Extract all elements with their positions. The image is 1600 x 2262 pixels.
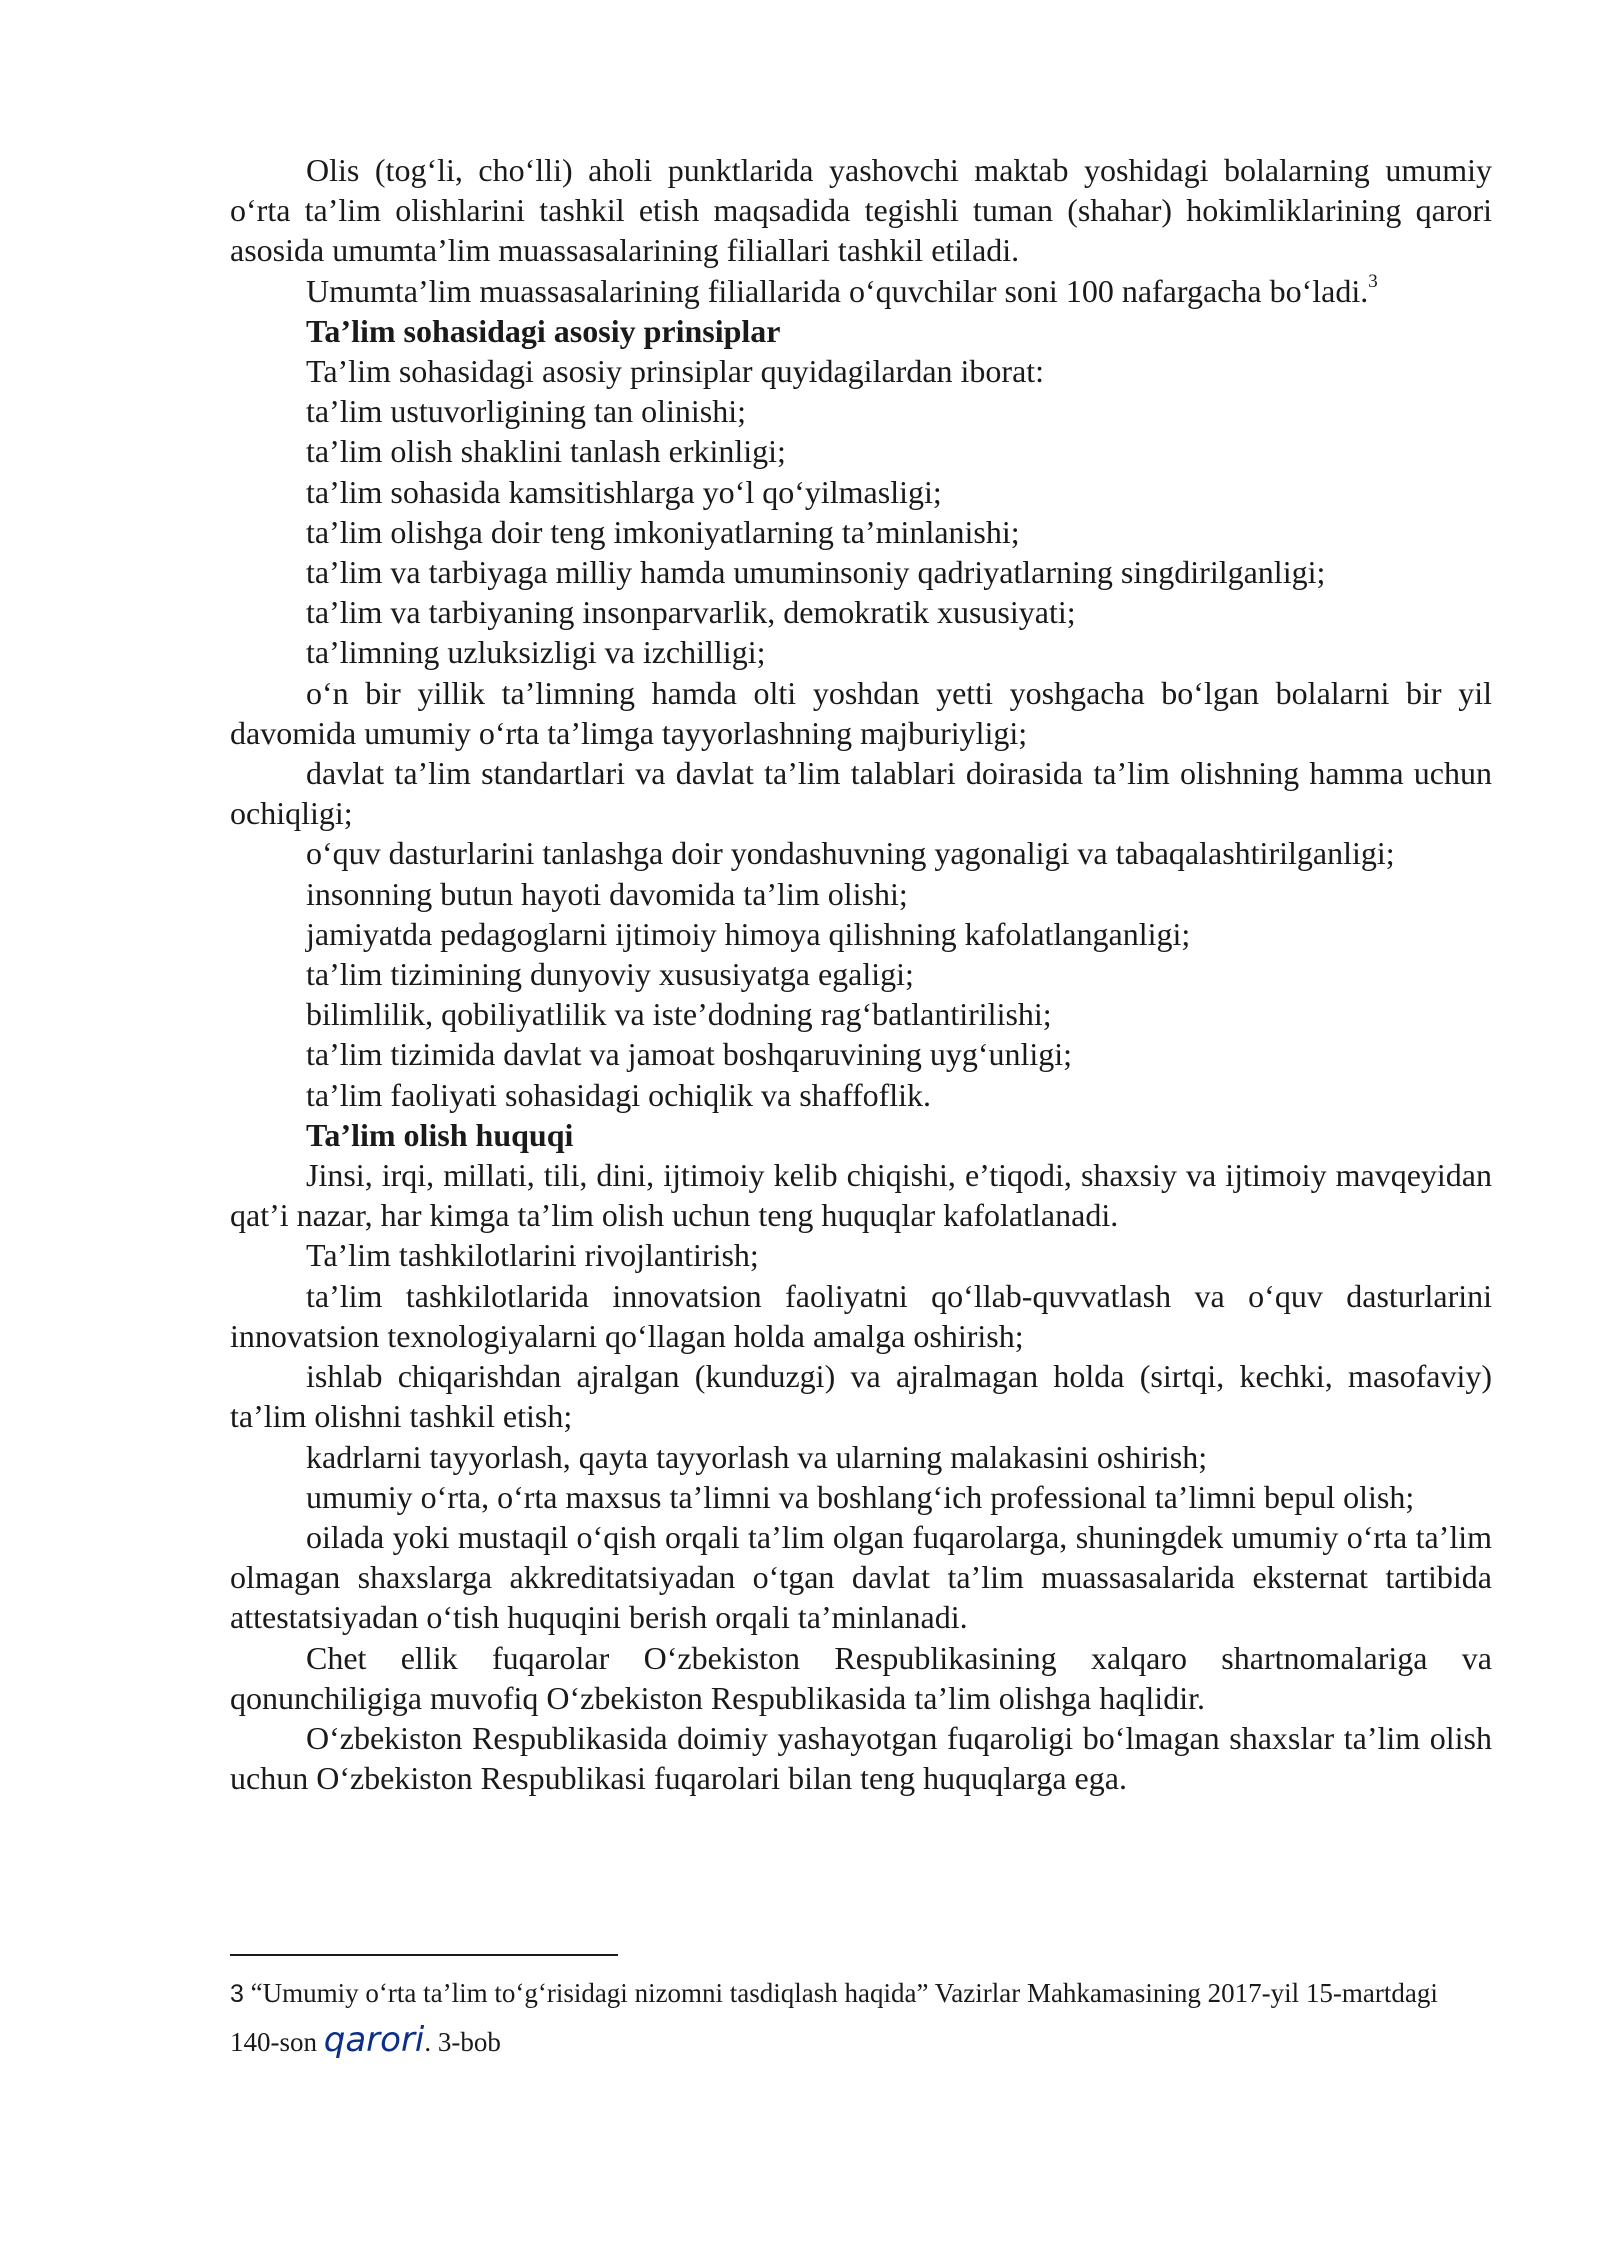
paragraph-text: ta’lim sohasida kamsitishlarga yo‘l qo‘yilmasligi; — [306, 473, 942, 510]
paragraph-text: Chet ellik fuqarolar O‘zbekiston Respublikasining xalqaro shartnomalariga va qonunchiligiga muvofiq O‘zbekiston Respublikasida ta’lim olishga haqlidir. — [230, 1639, 1492, 1716]
footnote — [230, 1970, 1492, 2065]
paragraph-text: Ta’lim sohasidagi asosiy prinsiplar quyidagilardan iborat: — [306, 353, 1045, 390]
paragraph — [230, 673, 1492, 753]
paragraph-text: ta’limning uzluksizligi va izchilligi; — [306, 634, 766, 671]
paragraph-text: Ta’lim tashkilotlarini rivojlantirish; — [306, 1237, 759, 1274]
paragraph — [230, 1034, 1492, 1074]
footnote-separator — [230, 1954, 618, 1956]
paragraph-text: davlat ta’lim standartlari va davlat ta’lim talablari doirasida ta’lim olishning hamma uchun ochiqligi; — [230, 755, 1492, 832]
paragraph-text: ta’lim faoliyati sohasidagi ochiqlik va shaffoflik. — [306, 1076, 932, 1113]
paragraph — [230, 753, 1492, 833]
paragraph-text: Umumta’lim muassasalarining filiallarida o‘quvchilar soni 100 nafargacha bo‘ladi. — [306, 272, 1369, 309]
paragraph — [230, 512, 1492, 552]
paragraph — [230, 431, 1492, 471]
heading-text: Ta’lim sohasidagi asosiy prinsiplar — [306, 312, 781, 349]
paragraph — [230, 1155, 1492, 1235]
paragraph-text: umumiy o‘rta, o‘rta maxsus ta’limni va boshlang‘ich professional ta’limni bepul olish; — [306, 1478, 1415, 1515]
paragraph-text: Jinsi, irqi, millati, tili, dini, ijtimoiy kelib chiqishi, e’tiqodi, shaxsiy va ijtimoiy mavqeyidan qat’i nazar, har kimga ta’lim olish uchun teng huquqlar kafolatlanadi. — [230, 1157, 1492, 1234]
paragraph — [230, 592, 1492, 632]
paragraph-text: ta’lim tizimining dunyoviy xususiyatga egaligi; — [306, 956, 914, 993]
footnote-suffix: . 3-bob — [424, 2027, 501, 2057]
paragraph-text: ta’lim tashkilotlarida innovatsion faoliyatni qo‘llab-quvvatlash va o‘quv dasturlarini innovatsion texnologiyalarni qo‘llagan holda amalga oshirish; — [230, 1277, 1492, 1354]
paragraph — [230, 1477, 1492, 1517]
paragraph — [230, 1356, 1492, 1436]
paragraph-text: ta’lim va tarbiyaga milliy hamda umuminsoniy qadriyatlarning singdirilganligi; — [306, 554, 1326, 591]
paragraph-text: bilimlilik, qobiliyatlilik va iste’dodning rag‘batlantirilishi; — [306, 996, 1052, 1033]
paragraph — [230, 874, 1492, 914]
footnote-number: 3 — [230, 1980, 244, 2008]
paragraph — [230, 632, 1492, 672]
paragraph — [230, 1075, 1492, 1115]
paragraph-text: jamiyatda pedagoglarni ijtimoiy himoya qilishning kafolatlanganligi; — [306, 915, 1191, 952]
paragraph — [230, 994, 1492, 1034]
paragraph-text: o‘n bir yillik ta’limning hamda olti yoshdan yetti yoshgacha bo‘lgan bolalarni bir yil davomida umumiy o‘rta ta’limga tayyorlashning majburiyligi; — [230, 674, 1492, 751]
paragraph — [230, 351, 1492, 391]
paragraph — [230, 1235, 1492, 1275]
paragraph-text: ta’lim ustuvorligining tan olinishi; — [306, 393, 746, 430]
section-heading — [230, 1115, 1492, 1155]
paragraph — [230, 914, 1492, 954]
paragraph-text: o‘quv dasturlarini tanlashga doir yondashuvning yagonaligi va tabaqalashtirilganligi; — [306, 835, 1395, 872]
footnote-link-qarori[interactable]: qarori — [323, 2020, 425, 2060]
paragraph — [230, 1437, 1492, 1477]
paragraph-text: kadrlarni tayyorlash, qayta tayyorlash va ularning malakasini oshirish; — [306, 1438, 1208, 1475]
paragraph-text: ta’lim olishga doir teng imkoniyatlarning ta’minlanishi; — [306, 513, 1020, 550]
footnote-reference[interactable]: 3 — [1368, 270, 1378, 292]
paragraph — [230, 1718, 1492, 1798]
paragraph — [230, 552, 1492, 592]
paragraph-text: ta’lim va tarbiyaning insonparvarlik, demokratik xususiyati; — [306, 594, 1076, 631]
paragraph — [230, 1638, 1492, 1718]
paragraph-text: ta’lim tizimida davlat va jamoat boshqaruvining uyg‘unligi; — [306, 1036, 1073, 1073]
document-body — [230, 150, 1492, 1798]
paragraph — [230, 1517, 1492, 1638]
paragraph — [230, 472, 1492, 512]
section-heading — [230, 311, 1492, 351]
paragraph-text: ishlab chiqarishdan ajralgan (kunduzgi) va ajralmagan holda (sirtqi, kechki, masofaviy) ta’lim olishni tashkil etish; — [230, 1358, 1492, 1435]
paragraph — [230, 833, 1492, 873]
paragraph — [230, 1276, 1492, 1356]
paragraph-text: insonning butun hayoti davomida ta’lim olishi; — [306, 875, 908, 912]
paragraph-text: O‘zbekiston Respublikasida doimiy yashayotgan fuqaroligi bo‘lmagan shaxslar ta’lim olish uchun O‘zbekiston Respublikasi fuqarolari bilan teng huquqlarga ega. — [230, 1719, 1492, 1797]
paragraph — [230, 391, 1492, 431]
paragraph — [230, 271, 1492, 311]
heading-text: Ta’lim olish huquqi — [306, 1116, 574, 1153]
paragraph-text: ta’lim olish shaklini tanlash erkinligi; — [306, 433, 786, 470]
paragraph-text: oilada yoki mustaqil o‘qish orqali ta’lim olgan fuqarolarga, shuningdek umumiy o‘rta ta’lim olmagan shaxslarga akkreditatsiyadan o‘tgan davlat ta’lim muassasalarida eksternat tartibida attestatsiyadan o‘tish huquqini berish orqali ta’minlanadi. — [230, 1518, 1492, 1636]
footnote-text: “Umumiy o‘rta ta’lim to‘g‘risidagi nizomni tasdiqlash haqida” Vazirlar Mahkamasining 2017-yil 15-martdagi 140-son — [230, 1978, 1438, 2057]
paragraph-text: Olis (tog‘li, cho‘lli) aholi punktlarida yashovchi maktab yoshidagi bolalarning umumiy o‘rta ta’lim olishlarini tashkil etish maqsadida tegishli tuman (shahar) hokimliklarining qarori asosida umumta’lim muassasalarining filiallari tashkil etiladi. — [230, 152, 1492, 269]
paragraph — [230, 150, 1492, 271]
paragraph — [230, 954, 1492, 994]
